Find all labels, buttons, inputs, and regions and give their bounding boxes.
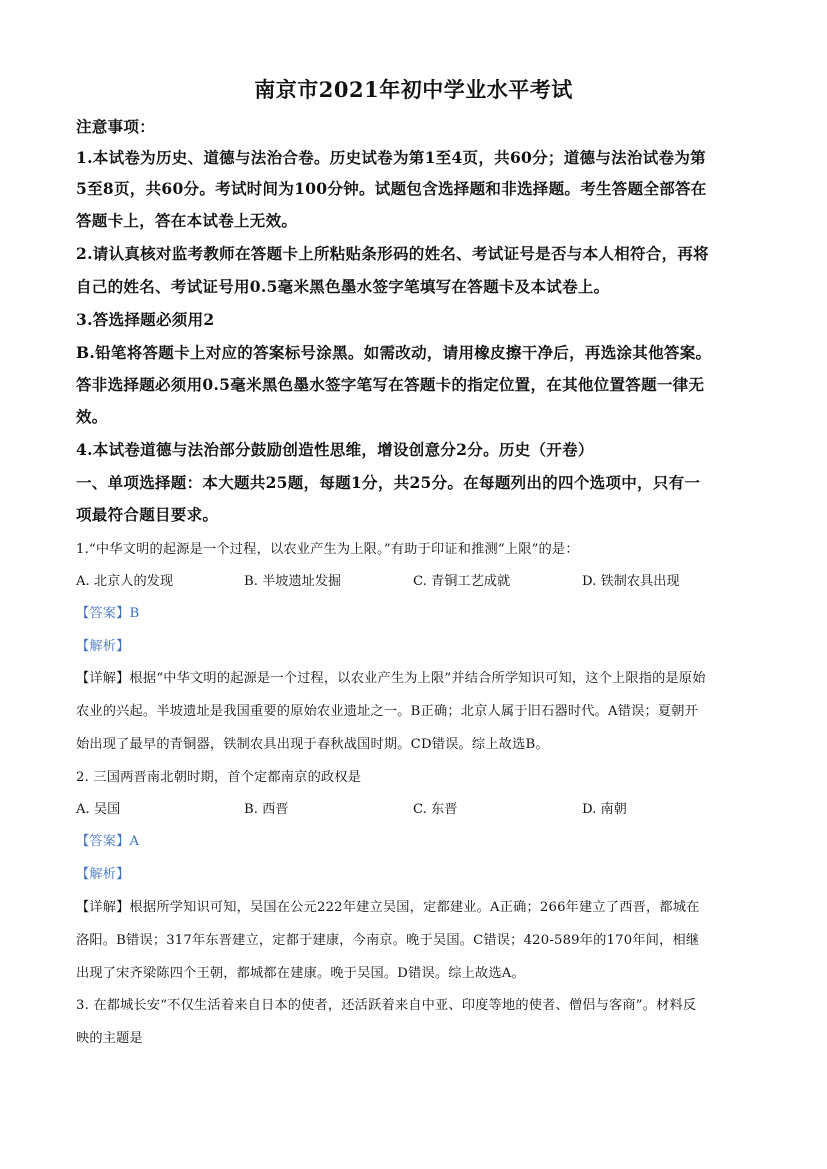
detail-line: 【详解】根据所学知识可知，吴国在公元222年建立吴国，定都建业。A正确；266年建立了西晋，都城在 [76,900,700,915]
detail-line: 【详解】根据“中华文明的起源是一个过程，以农业产生为上限”并结合所学知识可知，这个上限指的是原始 [76,671,706,686]
detail-line: 洛阳。B错误；317年东晋建立，定都于建康，今南京。晚于吴国。C错误；420-589年的170年间，相继 [76,933,700,948]
notice-heading: 注意事项： [76,117,156,136]
notice-line: 2.请认真核对监考教师在答题卡上所粘贴条形码的姓名、考试证号是否与本人相符合，再将 [76,244,709,263]
section-heading: 项最符合题目要求。 [76,505,219,524]
option-c: C. 东晋 [413,802,458,817]
notice-line: 5至8页，共60分。考试时间为100分钟。试题包含选择题和非选择题。考生答题全部答在 [76,179,707,198]
notice-line: 1.本试卷为历史、道德与法治合卷。历史试卷为第1至4页，共60分；道德与法治试卷为第 [76,148,706,167]
notice-line: 效。 [76,407,108,426]
section-heading: 一、单项选择题：本大题共25题，每题1分，共25分。在每题列出的四个选项中，只有一 [76,473,701,492]
notice-line: B.铅笔将答题卡上对应的答案标号涂黑。如需改动，请用橡皮擦干净后，再选涂其他答案。 [76,343,712,362]
question-stem: 3. 在都城长安“不仅生活着来自日本的使者，还活跃着来自中亚、印度等地的使者、僧侣与客商”。材料反 [76,998,697,1013]
notice-line: 4.本试卷道德与法治部分鼓励创造性思维，增设创意分2分。历史（开卷） [76,440,594,459]
question-stem: 2. 三国两晋南北朝时期，首个定都南京的政权是 [76,770,362,785]
notice-line: 答非选择题必须用0.5毫米黑色墨水签字笔写在答题卡的指定位置，在其他位置答题一律无 [76,375,705,394]
notice-line: 答题卡上，答在本试卷上无效。 [76,211,298,230]
option-d: D. 南朝 [582,802,627,817]
analysis-label: 【解析】 [76,867,130,882]
option-a: A. 北京人的发现 [76,574,174,589]
option-c: C. 青铜工艺成就 [413,574,511,589]
answer-label: 【答案】B [76,606,140,621]
option-d: D. 铁制农具出现 [582,574,680,589]
analysis-label: 【解析】 [76,639,130,654]
question-stem: 1.“中华文明的起源是一个过程，以农业产生为上限。”有助于印证和推测“上限”的是： [76,542,579,557]
detail-line: 始出现了最早的青铜器，铁制农具出现于春秋战国时期。CD错误。综上故选B。 [76,737,549,752]
detail-line: 出现了宋齐梁陈四个王朝，都城都在建康。晚于吴国。D错误。综上故选A。 [76,966,525,981]
option-b: B. 西晋 [244,802,289,817]
notice-line: 3.答选择题必须用2 [76,310,215,329]
page-title: 南京市2021年初中学业水平考试 [254,77,573,102]
detail-line: 农业的兴起。半坡遗址是我国重要的原始农业遗址之一。B正确；北京人属于旧石器时代。A错误；夏朝开 [76,704,699,719]
option-a: A. 吴国 [76,802,121,817]
notice-line: 自己的姓名、考试证号用0.5毫米黑色墨水签字笔填写在答题卡及本试卷上。 [76,277,610,296]
answer-label: 【答案】A [76,834,140,849]
question-stem: 映的主题是 [76,1031,143,1046]
option-b: B. 半坡遗址发掘 [244,574,342,589]
